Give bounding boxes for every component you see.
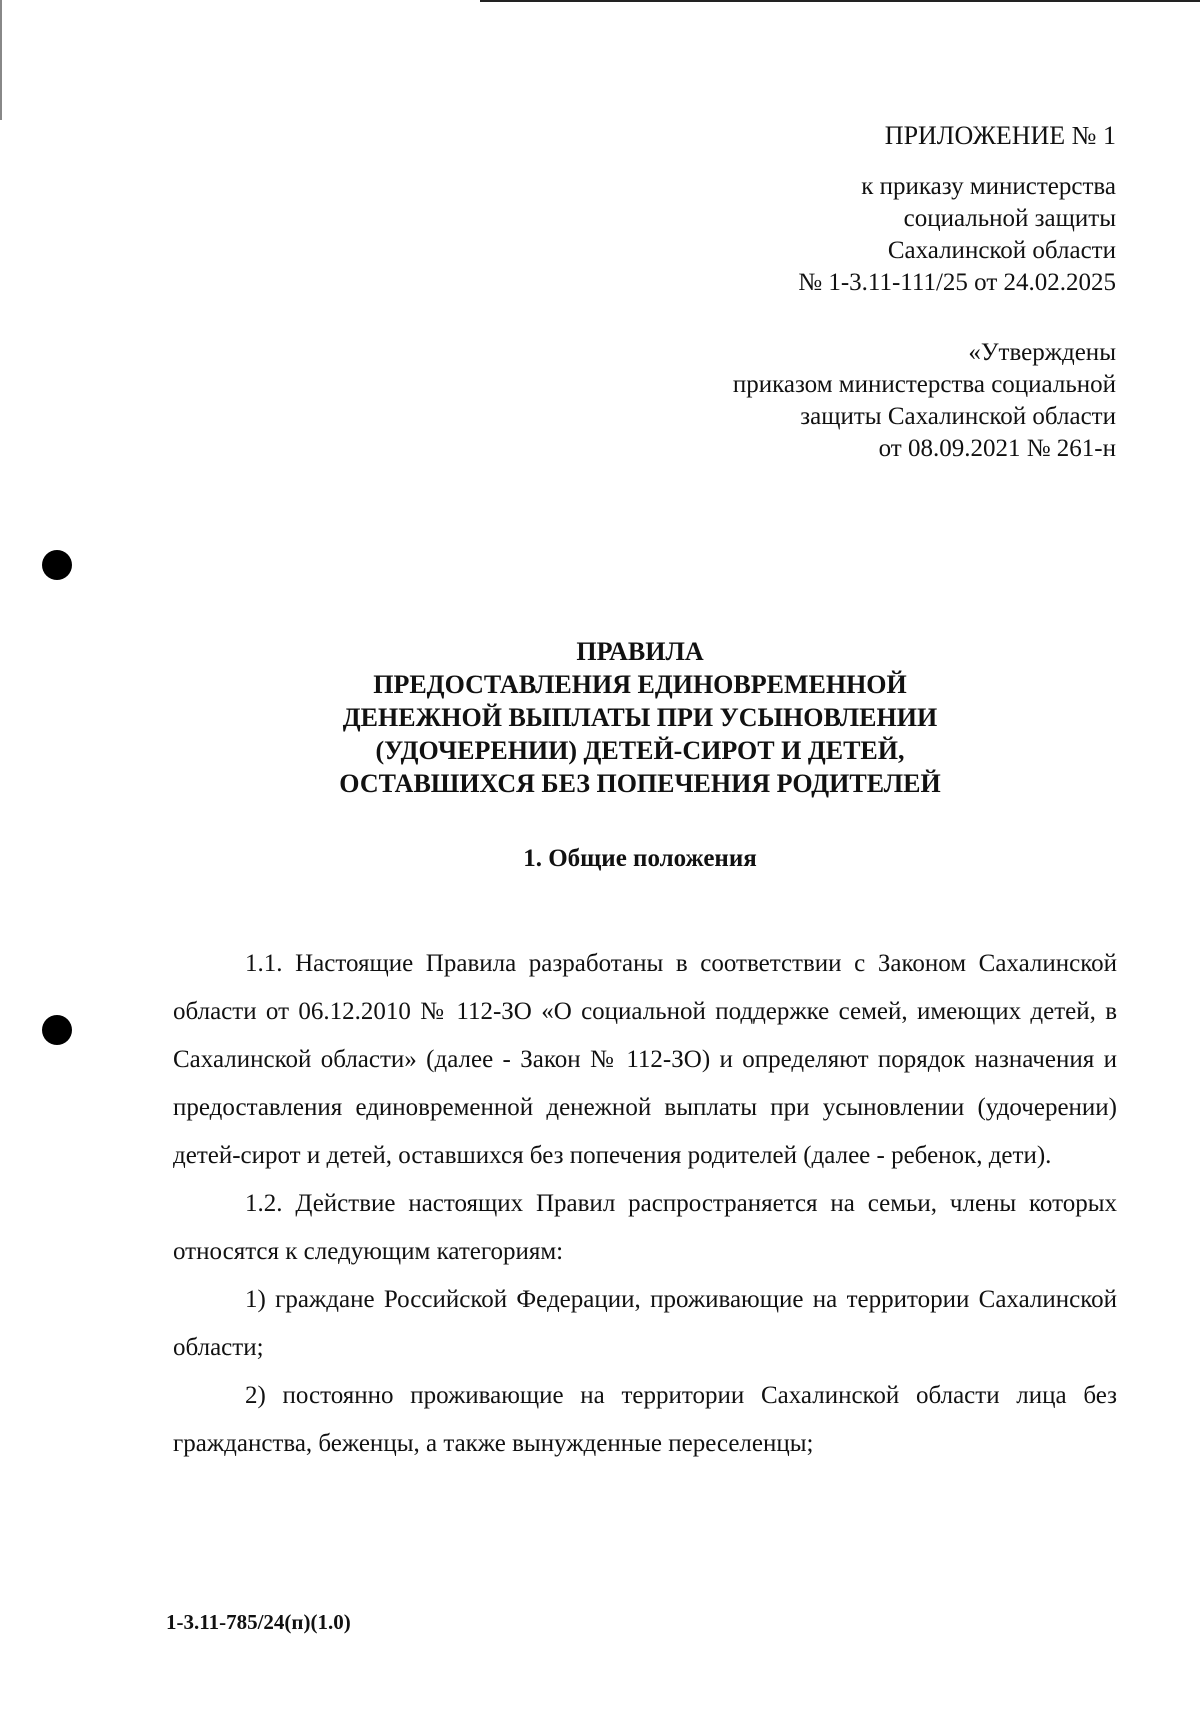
- paragraph: 1.1. Настоящие Правила разработаны в соответствии с Законом Сахалинской области от 06.12.2010 № 112-ЗО «О социальной поддержке семей, имеющих детей, в Сахалинской области» (далее - Закон № 112-ЗО) и определяют порядок назначения и предоставления единовременной денежной выплаты при усыновлении (удочерении) детей-сирот и детей, оставшихся без попечения родителей (далее - ребенок, дети).: [173, 950, 1117, 1169]
- approval-line: защиты Сахалинской области: [800, 403, 1116, 430]
- approval-line: от 08.09.2021 № 261-н: [878, 435, 1116, 462]
- paragraph: 1.2. Действие настоящих Правил распространяется на семьи, члены которых относятся к следующим категориям:: [173, 1190, 1117, 1265]
- scan-border-top: [480, 0, 1200, 2]
- paragraph: 1) граждане Российской Федерации, проживающие на территории Сахалинской области;: [173, 1286, 1117, 1361]
- body-text: [173, 940, 1117, 1468]
- scan-border-left: [0, 0, 2, 120]
- paragraph: 2) постоянно проживающие на территории Сахалинской области лица без гражданства, беженцы, а также вынужденные переселенцы;: [173, 1382, 1117, 1457]
- binder-hole-top: [42, 550, 72, 580]
- annex-ref-line: Сахалинской области: [887, 237, 1116, 264]
- title-line: ПРЕДОСТАВЛЕНИЯ ЕДИНОВРЕМЕННОЙ: [373, 670, 907, 699]
- title-line: ПРАВИЛА: [576, 637, 704, 666]
- annex-ref-line: № 1-3.11-111/25 от 24.02.2025: [798, 269, 1116, 296]
- binder-hole-bottom: [42, 1015, 72, 1045]
- annex-reference: [798, 171, 1116, 299]
- title-line: (УДОЧЕРЕНИИ) ДЕТЕЙ-СИРОТ И ДЕТЕЙ,: [375, 736, 905, 765]
- title-line: ДЕНЕЖНОЙ ВЫПЛАТЫ ПРИ УСЫНОВЛЕНИИ: [342, 703, 938, 732]
- approval-note: [733, 337, 1116, 465]
- title-line: ОСТАВШИХСЯ БЕЗ ПОПЕЧЕНИЯ РОДИТЕЛЕЙ: [339, 769, 941, 798]
- section-title: 1. Общие положения: [523, 845, 757, 872]
- annex-title: ПРИЛОЖЕНИЕ № 1: [884, 121, 1116, 150]
- document-code: 1-3.11-785/24(п)(1.0): [166, 1610, 351, 1634]
- approval-line: «Утверждены: [968, 339, 1116, 366]
- approval-line: приказом министерства социальной: [732, 371, 1116, 398]
- annex-ref-line: к приказу министерства: [861, 173, 1116, 200]
- document-title: [160, 635, 1120, 800]
- annex-ref-line: социальной защиты: [903, 205, 1116, 232]
